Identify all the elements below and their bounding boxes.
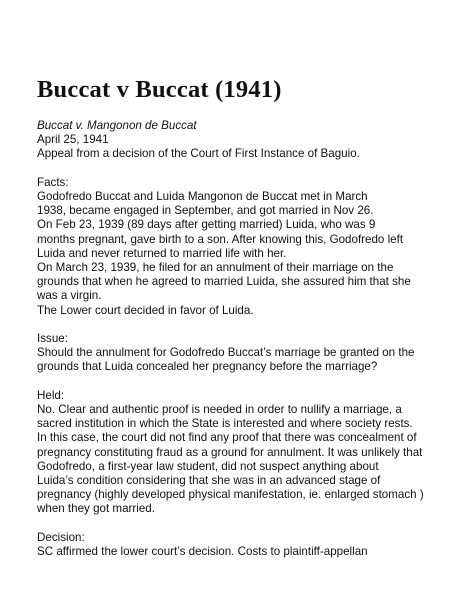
facts-line: Godofredo Buccat and Luida Mangonon de Buccat met in March [37, 190, 368, 203]
held-line: Luida’s condition considering that she was in an advanced stage of [37, 474, 381, 488]
document-body [37, 76, 447, 559]
case-origin: Appeal from a decision of the Court of First Instance of Baguio. [37, 147, 360, 161]
issue-section [37, 346, 447, 374]
decision-heading: Decision: [37, 530, 85, 544]
spacer [37, 375, 447, 389]
facts-line: 1938, became engaged in September, and got married in Nov 26. [37, 204, 374, 218]
issue-heading: Issue: [37, 332, 68, 346]
held-line: when they got married. [37, 502, 155, 516]
held-line: In this case, the court did not find any proof that there was concealment of [37, 431, 417, 445]
held-line: pregnancy (highly developed physical manifestation, ie. enlarged stomach ) [37, 488, 424, 502]
facts-line: On Feb 23, 1939 (89 days after getting married) Luida, who was 9 [37, 218, 376, 232]
spacer [37, 318, 447, 332]
issue-line: grounds that Luida concealed her pregnancy before the marriage? [37, 360, 378, 374]
facts-line: months pregnant, gave birth to a son. After knowing this, Godofredo left [37, 232, 404, 246]
held-line: No. Clear and authentic proof is needed in order to nullify a marriage, a [37, 403, 402, 417]
facts-line: On March 23, 1939, he filed for an annulment of their marriage on the [37, 261, 394, 275]
document-title: Buccat v Buccat (1941) [37, 76, 282, 103]
facts-heading: Facts: [37, 175, 69, 189]
spacer [37, 162, 447, 176]
held-heading: Held: [37, 388, 65, 402]
facts-section [37, 190, 447, 318]
facts-line: Luida and never returned to married life with her. [37, 246, 287, 260]
case-name: Buccat v. Mangonon de Buccat [37, 119, 197, 132]
held-line: Godofredo, a first-year law student, did not suspect anything about [37, 459, 379, 473]
case-date: April 25, 1941 [37, 133, 109, 147]
decision-section [37, 545, 447, 559]
held-line: pregnancy constituting fraud as a ground for annulment. It was unlikely that [37, 445, 423, 459]
facts-line: grounds that when he agreed to married Luida, she assured him that she [37, 275, 411, 289]
facts-line: was a virgin. [37, 289, 102, 303]
held-section [37, 403, 447, 517]
spacer [37, 517, 447, 531]
held-line: sacred institution in which the State is interested and where society rests. [37, 417, 413, 431]
facts-line: The Lower court decided in favor of Luida. [37, 303, 254, 317]
decision-line: SC affirmed the lower court’s decision. Costs to plaintiff-appellan [37, 545, 368, 559]
issue-line: Should the annulment for Godofredo Buccat’s marriage be granted on the [37, 346, 415, 360]
